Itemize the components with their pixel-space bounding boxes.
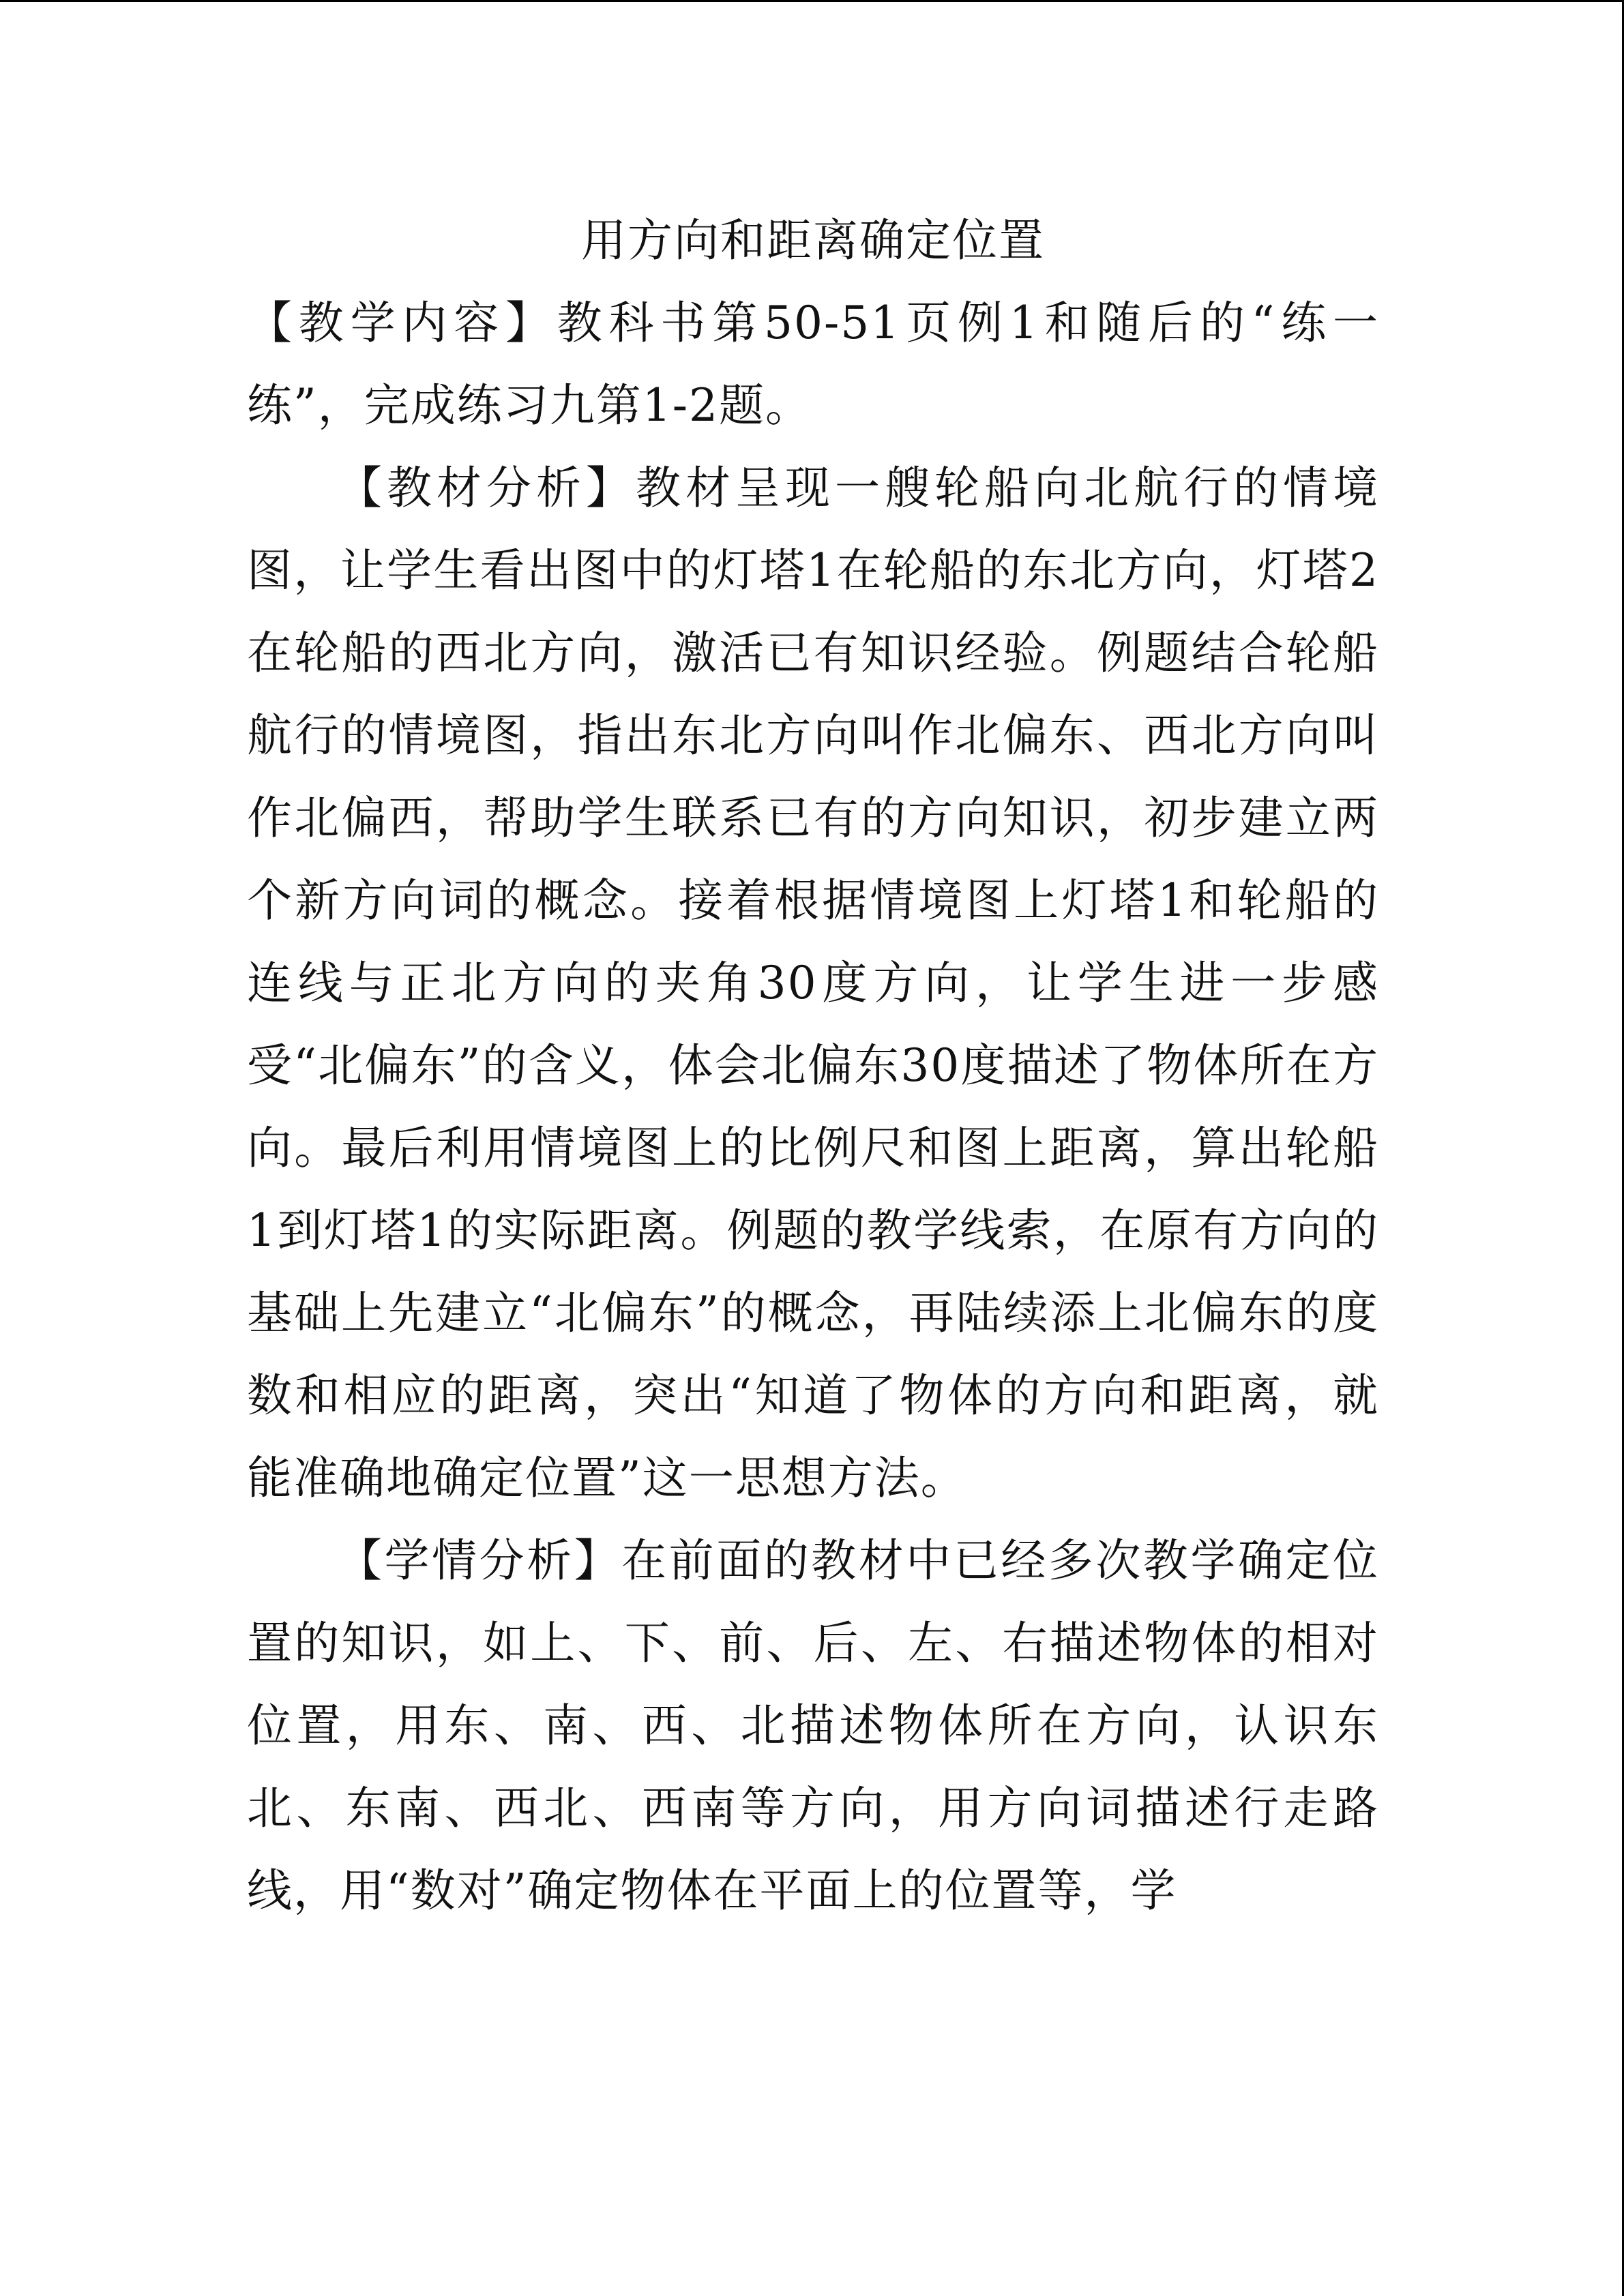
document-body	[247, 199, 1379, 1932]
paragraph-textbook-analysis: 【教材分析】教材呈现一艘轮船向北航行的情境图，让学生看出图中的灯塔1在轮船的东北方向，灯塔2在轮船的西北方向，激活已有知识经验。例题结合轮船航行的情境图，指出东北方向叫作北偏东、西北方向叫作北偏西，帮助学生联系已有的方向知识，初步建立两个新方向词的概念。接着根据情境图上灯塔1和轮船的连线与正北方向的夹角30度方向，让学生进一步感受“北偏东”的含义，体会北偏东30度描述了物体所在方向。最后利用情境图上的比例尺和图上距离，算出轮船1到灯塔1的实际距离。例题的教学线索，在原有方向的基础上先建立“北偏东”的概念，再陆续添上北偏东的度数和相应的距离，突出“知道了物体的方向和距离，就能准确地确定位置”这一思想方法。	[247, 462, 1379, 1504]
document-title: 用方向和距离确定位置	[581, 214, 1045, 267]
paragraph-student-analysis: 【学情分析】在前面的教材中已经多次教学确定位置的知识，如上、下、前、后、左、右描述物体的相对位置，用东、南、西、北描述物体所在方向，认识东北、东南、西北、西南等方向，用方向词描述行走路线，用“数对”确定物体在平面上的位置等，学	[247, 1534, 1379, 1917]
paragraph-teaching-content: 【教学内容】教科书第50-51页例1和随后的“练一练”，完成练习九第1-2题。	[247, 297, 1379, 432]
